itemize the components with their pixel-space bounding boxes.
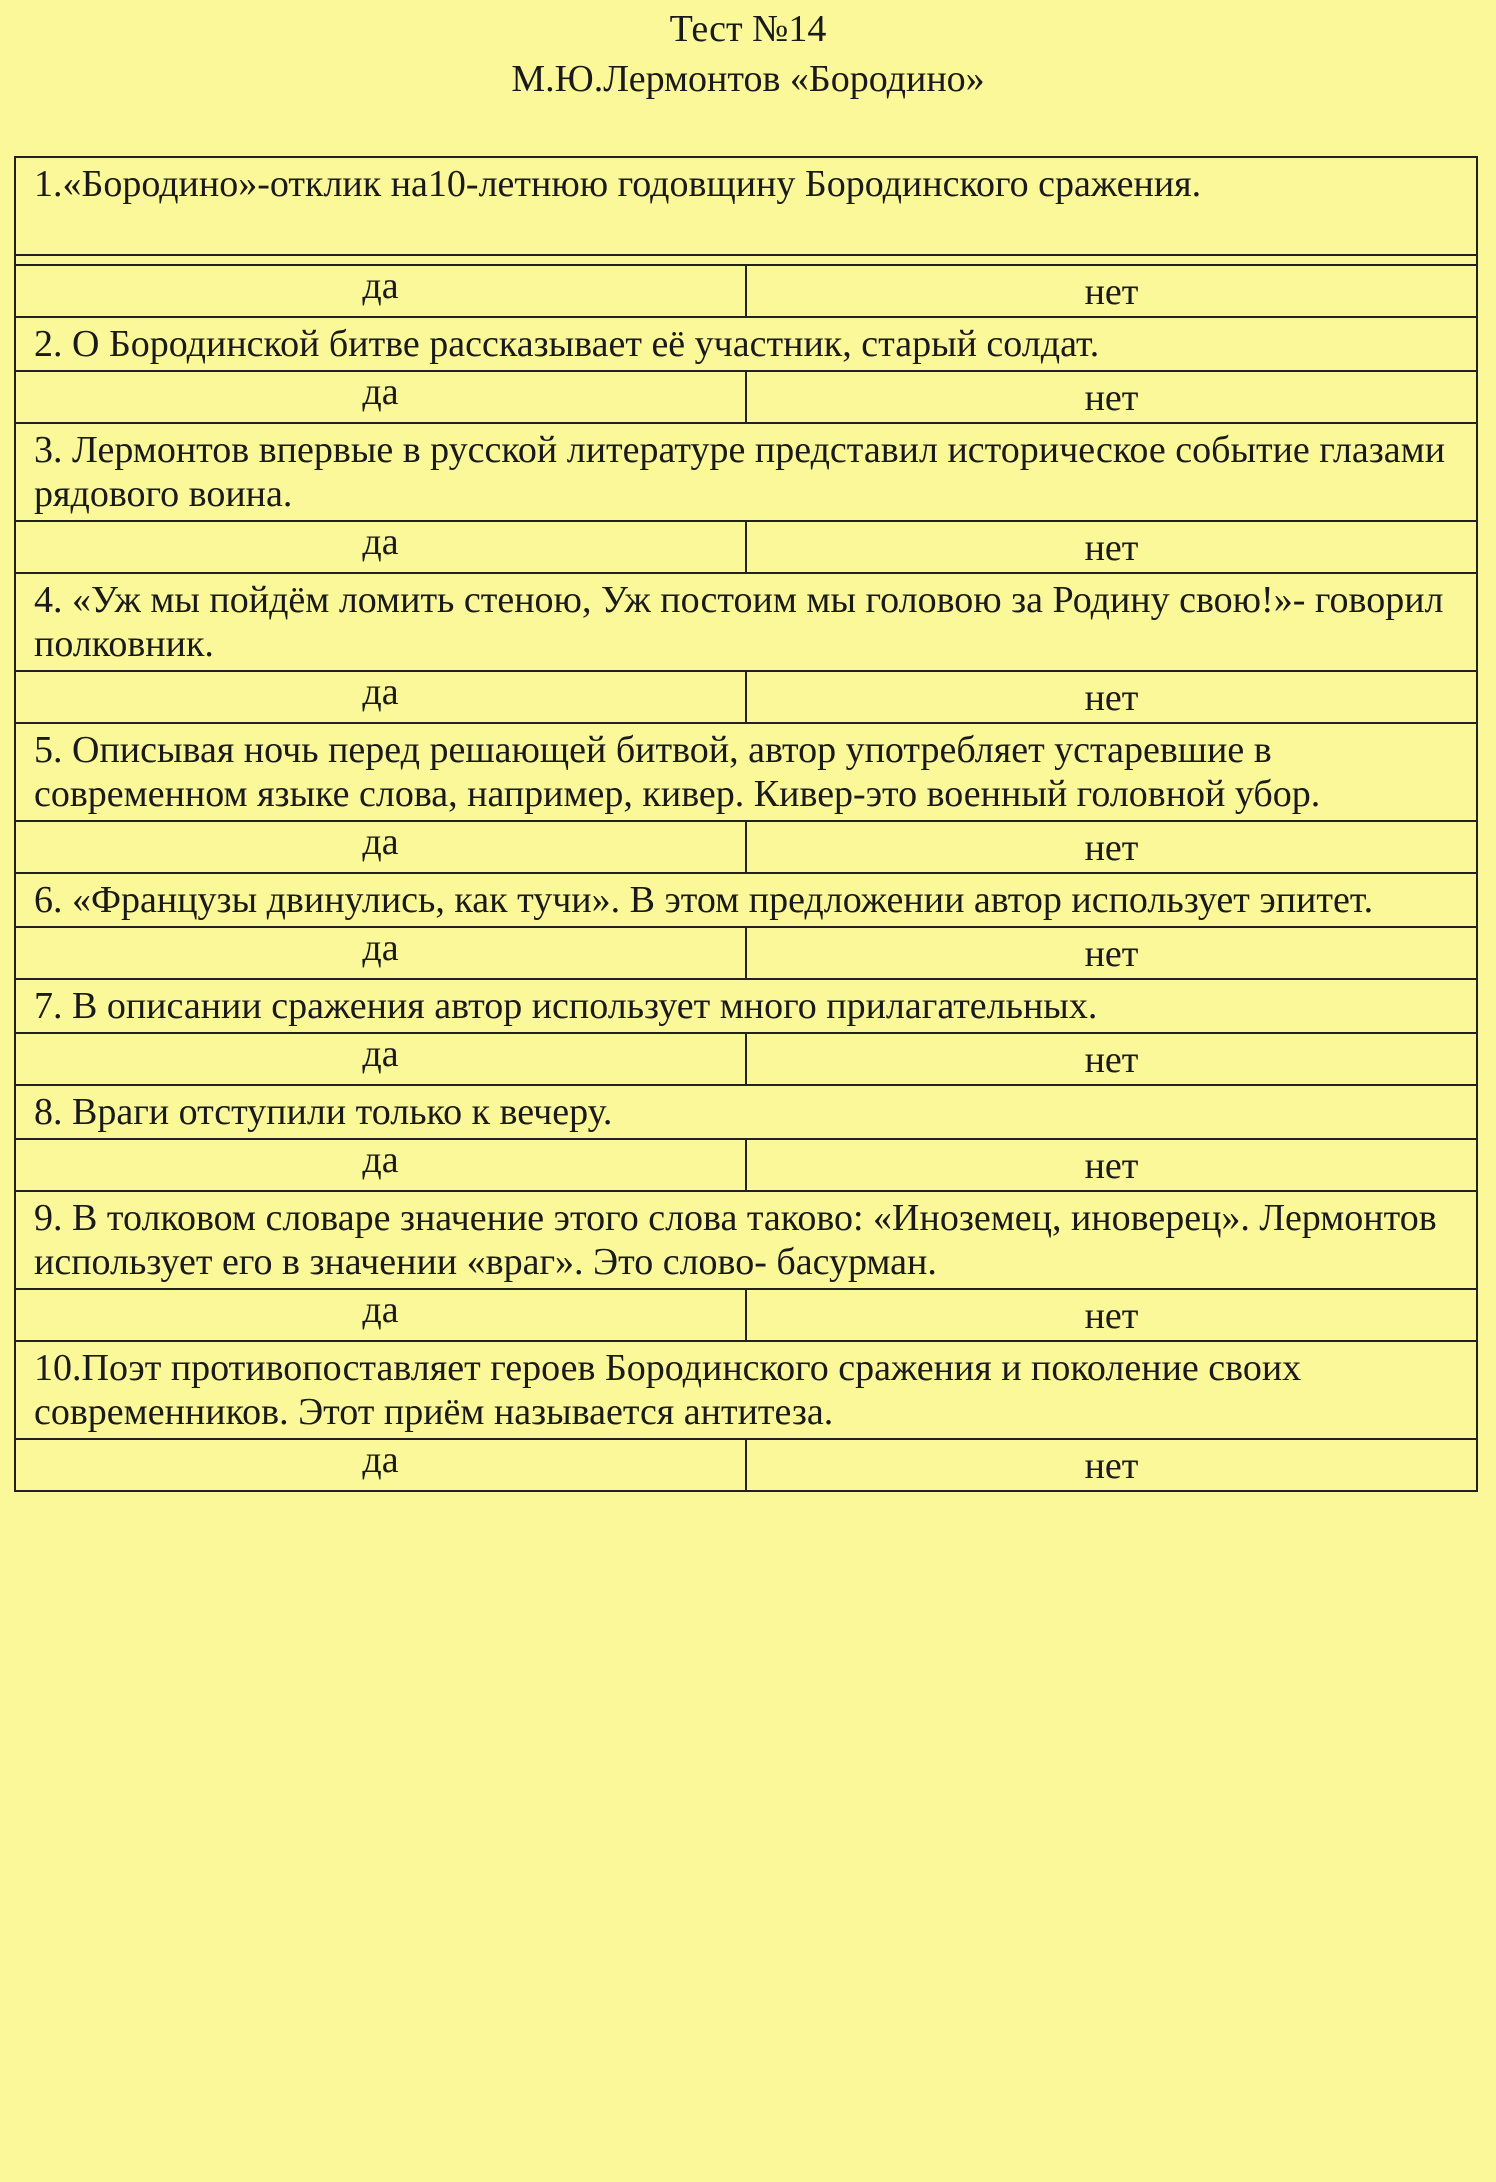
answer-row xyxy=(15,1289,1477,1341)
answer-yes-option[interactable]: да xyxy=(15,821,746,873)
question-text: 4. «Уж мы пойдём ломить стеною, Уж постоим мы головою за Родину свою!»- говорил полковник. xyxy=(15,573,1477,671)
question-text: 6. «Французы двинулись, как тучи». В этом предложении автор использует эпитет. xyxy=(15,873,1477,927)
answer-row xyxy=(15,927,1477,979)
questions-table xyxy=(14,156,1478,1492)
question-row xyxy=(15,1191,1477,1289)
answer-no-option[interactable]: нет xyxy=(746,1033,1477,1085)
answer-no-option[interactable]: нет xyxy=(746,521,1477,573)
answer-row xyxy=(15,521,1477,573)
answer-no-option[interactable]: нет xyxy=(746,1289,1477,1341)
answer-no-option[interactable]: нет xyxy=(746,265,1477,317)
question-text: 3. Лермонтов впервые в русской литературе представил историческое событие глазами рядового воина. xyxy=(15,423,1477,521)
answer-no-option[interactable]: нет xyxy=(746,1439,1477,1491)
question-spacer xyxy=(15,255,1477,265)
question-row xyxy=(15,423,1477,521)
question-text: 9. В толковом словаре значение этого слова таково: «Иноземец, иноверец». Лермонтов использует его в значении «враг». Это слово- басурман. xyxy=(15,1191,1477,1289)
question-row xyxy=(15,1085,1477,1139)
question-text: 10.Поэт противопоставляет героев Бородинского сражения и поколение своих современников. Этот приём называется антитеза. xyxy=(15,1341,1477,1439)
answer-yes-option[interactable]: да xyxy=(15,371,746,423)
question-text: 1.«Бородино»-отклик на10-летнюю годовщину Бородинского сражения. xyxy=(15,157,1477,255)
test-subtitle: М.Ю.Лермонтов «Бородино» xyxy=(511,58,985,100)
answer-yes-option[interactable]: да xyxy=(15,671,746,723)
answer-no-option[interactable]: нет xyxy=(746,927,1477,979)
answer-no-option[interactable]: нет xyxy=(746,821,1477,873)
question-row xyxy=(15,979,1477,1033)
answer-yes-option[interactable]: да xyxy=(15,927,746,979)
answer-yes-option[interactable]: да xyxy=(15,1289,746,1341)
answer-row xyxy=(15,1139,1477,1191)
answer-yes-option[interactable]: да xyxy=(15,521,746,573)
question-row xyxy=(15,573,1477,671)
answer-yes-option[interactable]: да xyxy=(15,1139,746,1191)
answer-row xyxy=(15,371,1477,423)
question-row xyxy=(15,317,1477,371)
question-text: 5. Описывая ночь перед решающей битвой, автор употребляет устаревшие в современном языке слова, например, кивер. Кивер-это военный головной убор. xyxy=(15,723,1477,821)
question-spacer-row xyxy=(15,255,1477,265)
test-title: Тест №14 xyxy=(669,8,827,50)
answer-row xyxy=(15,1439,1477,1491)
question-row xyxy=(15,873,1477,927)
questions-body xyxy=(15,157,1477,1491)
question-text: 7. В описании сражения автор использует много прилагательных. xyxy=(15,979,1477,1033)
answer-no-option[interactable]: нет xyxy=(746,671,1477,723)
test-header xyxy=(0,4,1496,104)
answer-no-option[interactable]: нет xyxy=(746,1139,1477,1191)
answer-row xyxy=(15,265,1477,317)
answer-row xyxy=(15,821,1477,873)
question-row xyxy=(15,1341,1477,1439)
question-row xyxy=(15,157,1477,255)
answer-no-option[interactable]: нет xyxy=(746,371,1477,423)
answer-yes-option[interactable]: да xyxy=(15,1439,746,1491)
question-row xyxy=(15,723,1477,821)
answer-row xyxy=(15,671,1477,723)
answer-row xyxy=(15,1033,1477,1085)
answer-yes-option[interactable]: да xyxy=(15,1033,746,1085)
answer-yes-option[interactable]: да xyxy=(15,265,746,317)
question-text: 2. О Бородинской битве рассказывает её участник, старый солдат. xyxy=(15,317,1477,371)
question-text: 8. Враги отступили только к вечеру. xyxy=(15,1085,1477,1139)
